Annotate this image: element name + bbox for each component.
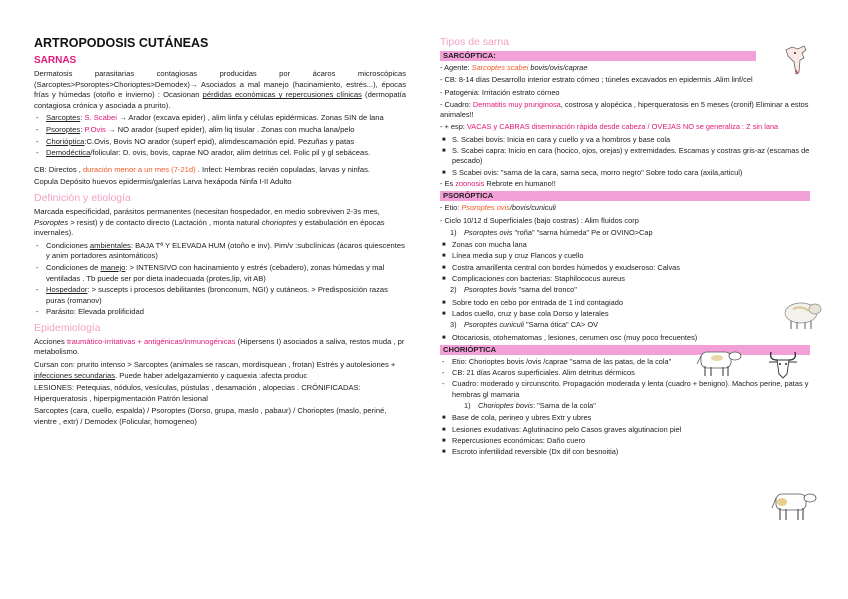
dash-marker: - [36,285,39,295]
cb-text-1: CB: Directos , [34,164,83,174]
dash-marker: - [36,307,39,317]
p1-sub-c [440,263,692,273]
p1-text: "roña" "sarna húmeda" Pe or OVINO>Cap [512,227,653,237]
psor-item-3 [450,320,810,330]
p1-b-text: Línea media sup y cruz Flancos y cuello [452,251,584,261]
list-item-ambientales [34,241,406,262]
list-item-sarcoptes: - Sarcoptes: S. Scabei → Arador (excava epider) , alim linfa y células epidérmicas. Zonas SIN de lana [36,113,384,123]
intro-text-1: Dermatosis parasitarias contagiosas producidas por ácaros microscópicas (Sarcoptes>Psoroptes>Chorioptes>Demodex) [34,69,406,89]
def-text-2: > resist) y de contacto directo (Lactación , monta natural [68,217,262,227]
square-marker: ■ [442,276,446,283]
demodex-text: /folicular: D. ovis, bovis, caprae NO arador, alim detritus cel. Folic pil y gl sebáceas. [90,148,371,158]
intro-text-2: Asociados a mal manejo (hacinamiento, estrés...), épocas frías y húmedas (otoño e invierno) : Ocasionan [34,79,406,100]
cursan-paragraph [34,360,406,381]
left-column [34,36,406,430]
zoonosis-word: zoonosis [455,178,485,188]
list-item-manejo [34,263,406,284]
p3-sub-a [440,333,810,343]
agente-species: Sarcoptes scabei [471,63,529,72]
intro-paragraph [34,69,406,111]
parasito-text: Parásito: Elevada prolificidad [46,307,144,317]
es-label: Es [444,178,456,188]
esp-label: + esp: [444,122,467,132]
amb-underline: ambientales [89,240,131,250]
cb-line: - CB: 8-14 días Desarrollo interior estrato córneo ; túneles excavados en epidermis .Alim linf/cel [440,75,753,85]
chor-cuadro-text: Cuadro: moderado y circunscrito. Propagación moderada y lenta (cuadro + benigno). Machos perine, patas y hembras gl mamaria [452,379,809,399]
tipos-heading: Tipos de sarna [440,36,510,48]
scabei-capra-text: S. Scabei capra: Inicio en cara (hocico, ojos, orejas) y extremidades. Escamas y costras gris-az (escamas de pescado) [452,146,810,166]
manejo-pre: Condiciones de [46,262,101,272]
def-text-1: Marcada especificidad, parásitos permanentes (necesitan hospedador, en medio sobreviven 2-3s mes, [34,206,380,216]
square-marker: ■ [442,310,446,317]
amb-pre: Condiciones [46,240,90,250]
square-marker: ■ [442,449,446,456]
psor-etio-label: Etio: [444,203,462,213]
page-title: ARTROPODOSIS CUTÁNEAS [34,36,209,50]
patogenia-line: - Patogenia: Irritación estrato córneo [440,87,560,97]
psor-item-2 [450,285,810,295]
c1-sub-d [440,447,702,457]
cuadro-highlight: Dermatitis muy pruriginosa [472,99,561,109]
agente-line: - Agente: Sarcoptes scabei bovis/ovis/caprae [440,63,588,72]
item-number: 3) [450,320,457,330]
p2-a-text: Sobre todo en cebo por entrada de 1 ind contagiado [452,297,623,307]
cow-icon [693,344,743,378]
square-marker: ■ [442,437,446,444]
esp-highlight: VACAS y CABRAS diseminación rápida desde cabeza / OVEJAS NO se generaliza : Z sin lana [466,122,779,132]
intro-text-3: (dermopatía contagiosa crónica y asociada a prurito). [34,90,406,110]
sarcoptica-bar: SARCÓPTICA: [440,51,756,61]
dash-marker: - [36,136,39,146]
zoonosis-line: - Es zoonosis Rebrote en humano!! [440,178,556,188]
manejo-underline: manejo [100,262,126,272]
arrow-icon: → [189,79,198,89]
chorioptes-label: Chorióptica [46,136,85,146]
p3-text: "Sarna ótica" CA> OV [523,320,599,330]
right-column [440,36,810,459]
acc-highlight: traumático-irritativas + antigénicas/inmunogénicas [66,336,236,346]
hosp-text: : > suscepts i procesos debilitantes (bronconum, NGI) y cutáneos. > Predisposición razas puras (romanov) [46,285,388,305]
chor-etio-text: Etio: Chorioptes bovis /ovis /caprae "sarna de las patas, de la cola" [452,356,672,366]
list-item-psoroptes: - Psoroptes: P.Ovis → NO arador (superf epider), alim liq tisular . Zonas con mucha lana/pelo [36,124,355,134]
c1-c-text: Repercusiones económicas: Daño cuero [452,435,586,445]
p1-title: Psoroptes ovis [464,227,513,237]
acciones-paragraph [34,337,406,358]
p2-title: Psoroptes bovis [464,285,517,295]
goat-head-icon [765,350,801,380]
patogenia-text: Patogenia: Irritación estrato córneo [444,87,560,97]
chor-cb-text: CB: 21 días Acaros superficiales. Alim detritus dérmicos [452,368,635,378]
epidemiologia-heading: Epidemiología [34,321,101,334]
p3-a-text: Otocariosis, otohematomas , lesiones, cerumen osc (muy poco frecuentes) [452,332,698,342]
c1-title: Chorioptes bovis [478,401,534,411]
item-number: 2) [450,285,457,295]
chor-item-1 [464,401,810,411]
c1-b-text: Lesiones exudativas: Aglutinacino pelo Casos graves algutinacion piel [452,424,682,434]
square-marker: ■ [442,299,446,306]
chor-cb-line [440,368,810,378]
sheep-icon [777,297,825,331]
item-number: 1) [450,227,457,237]
dash-marker: - [442,368,445,378]
cuadro-line: - Cuadro: Dermatitis muy pruriginosa, costrosa y alopécica , hiperqueratosis en 5 meses (cronif) Eliminar a estos animales!! [440,99,809,120]
chorioptes-text: :C.Ovis, Bovis NO arador (superf epid), alimdescamación epid. Pezuñas y patas [84,136,355,146]
cuadro-text: , costrosa y alopécica , hiperqueratosis en 5 meses (cronif) Eliminar a estos animales!! [440,99,809,120]
amb-text: : BAJA Tª Y ELEVADA HUM (otoño e inv). Pim/v :subclínicas (ácaros quiescentes y anim portadores asintomáticos) [46,240,405,261]
chor-etio-line [440,357,810,367]
copula-line: Copula Depósito huevos epidermis/galerías Larva hexápoda Ninfa I-II Adulto [34,177,292,187]
acc-text-1: Acciones [34,336,67,346]
square-marker: ■ [442,169,446,176]
p1-a-text: Zonas con mucha lana [452,240,527,250]
psoroptes-species: P.Ovis [84,124,106,134]
intro-underline: pérdidas económicas y repercusiones clínicas [202,90,362,100]
c1-text: : "Sarna de la cola" [533,401,596,411]
square-marker: ■ [442,136,446,143]
list-item-scabei-ovis [440,168,810,178]
c1-a-text: Base de cola, perineo y ubres Extr y ubres [452,413,592,423]
patron-paragraph: Sarcoptes (cara, cuello, espalda) / Psoroptes (Dorso, grupa, maslo , pabaur) / Chorioptes (maslo, periné, vientre , extr) / Demodex (Folicular, homogeneo) [34,406,387,427]
sarcoptes-text: Arador (excava epider) , alim linfa y células epidérmicas. Zonas SIN de lana [126,113,384,123]
scabei-bovis-text: S. Scabei bovis: Inicia en cara y cuello y va a hombros y base cola [452,134,671,144]
square-marker: ■ [442,426,446,433]
sheep-head-icon [782,44,810,76]
square-marker: ■ [442,415,446,422]
item-number: 1) [464,401,471,411]
lesiones-paragraph: LESIONES: Petequias, nódulos, vesículas, pústulas , desamación , alopecias . CRÓNIFICADAS: Hiperqueratosis , hiperpigmentación Patrón lesional [34,383,361,403]
psor-etio-line: - Etio: Psoroptes ovis/bovis/cuniculi [440,203,556,213]
psor-etio-species: Psoroptes ovis [461,203,510,213]
psor-etio-text: /bovis/cuniculi [509,203,556,213]
cb-text-2: . Infect: Hembras recién copuladas, larvas y ninfas. [195,164,370,174]
psor-item-1 [450,228,810,238]
scabei-ovis-text: S Scabei ovis: "sarna de la cara, sarna seca, morro negro" Sobre todo cara (axila,articul) [452,167,743,177]
cuadro-label: Cuadro: [444,99,473,109]
agente-text: bovis/ovis/caprae [528,63,588,72]
acc-text-2: (Hipersens I) asociados a saliva, restos muda , pr metabolismo. [34,336,405,357]
hosp-underline: Hospedador [46,285,88,295]
p1-c-text: Costra amarillenta central con bordes húmedos y exudseroso: Calvas [452,262,680,272]
psoroptes-text: NO arador (superf epider), alim liq tisular . Zonas con mucha lana/pelo [115,124,355,134]
c1-sub-a [440,413,702,423]
sarnas-heading: SARNAS [34,55,77,66]
p2-b-text: Lados cuello, cruz y base cola Dorso y laterales [452,308,609,318]
cb-text: CB: 8-14 días Desarrollo interior estrato córneo ; túneles excavados en epidermis .Alim linf/cel [444,75,753,85]
demodex-label: Demodéctica [46,148,91,158]
cb-paragraph [34,165,406,176]
p2-sub-a [440,298,652,308]
list-item-parasito [34,307,406,318]
psor-ciclo-line: - Ciclo 10/12 d Superficiales (bajo costras) : Alim fluidos corp [440,215,639,225]
cb-duration: duración menor a un mes (7-21d) [82,164,196,174]
sarcoptes-species: S. Scabei [84,113,117,123]
chor-cuadro-line [440,379,810,400]
psor-ciclo-text: Ciclo 10/12 d Superficiales (bajo costras) : Alim fluidos corp [444,215,639,225]
def-italic-2: chorioptes [261,217,297,227]
dash-marker: - [36,113,39,123]
sarcoptes-label: Sarcoptes [46,113,81,123]
p1-sub-a [440,240,692,250]
dash-marker: - [442,356,445,366]
square-marker: ■ [442,253,446,260]
c1-sub-b [440,425,702,435]
list-item-hospedador [34,285,406,306]
square-marker: ■ [442,242,446,249]
curs-text-1: Cursan con: prurito intenso > Sarcoptes (animales se rascan, mordisquean , frotan) Estrés y autolesiones + [34,360,396,370]
dash-marker: - [36,124,39,134]
psoroptes-label: Psoroptes [46,124,81,134]
list-item-scabei-capra [440,146,810,167]
dash-marker: - [442,379,445,389]
dash-marker: - [36,148,39,158]
list-item-scabei-bovis [440,135,810,145]
cow-rear-icon [770,486,818,522]
arrow-icon: → [119,113,127,123]
curs-underline: infecciones secundarias [34,370,116,380]
psoroptica-bar: PSORÓPTICA [440,191,810,201]
definicion-paragraph [34,207,406,239]
arrow-icon: → [107,124,116,134]
def-text-3: y estabulación en épocas invernales). [34,217,385,238]
c1-sub-c [440,436,702,446]
definicion-heading: Definición y etiología [34,191,131,204]
p1-sub-b [440,251,692,261]
zoonosis-text: Rebrote en humano!! [484,178,556,188]
agente-label: Agente: [444,63,472,72]
manejo-text: : > INTENSIVO con hacinamiento y estrés (cebadero), zonas húmedas y mal ventiladas . Tb puede ser por dieta inadecuada (protes,lip, vit AB) [46,262,385,283]
square-marker: ■ [442,264,446,271]
p2-text: "sarna del tronco" [516,285,577,295]
chorioptica-bar: CHORIÓPTICA [440,345,810,355]
p3-title: Psoroptes cuniculi [464,320,524,330]
p2-sub-b [440,309,692,319]
square-marker: ■ [442,148,446,155]
list-item-chorioptes [34,137,406,148]
list-item-demodex [34,148,406,159]
c1-d-text: Escroto infertilidad reversible (Dx dif con besnoitia) [452,447,619,457]
def-italic-1: Psoroptes [34,217,69,227]
dash-marker: - [36,240,39,250]
dash-marker: - [36,262,39,272]
square-marker: ■ [442,334,446,341]
esp-line: - + esp: VACAS y CABRAS diseminación rápida desde cabeza / OVEJAS NO se generaliza : Z sin lana [440,122,779,132]
p1-sub-d [440,274,712,284]
p1-d-text: Complicaciones con bacterias: Staphilococus aureus [452,274,625,284]
curs-text-2: . Puede haber adelgazamiento y caquexia :afecta produc [115,370,308,380]
